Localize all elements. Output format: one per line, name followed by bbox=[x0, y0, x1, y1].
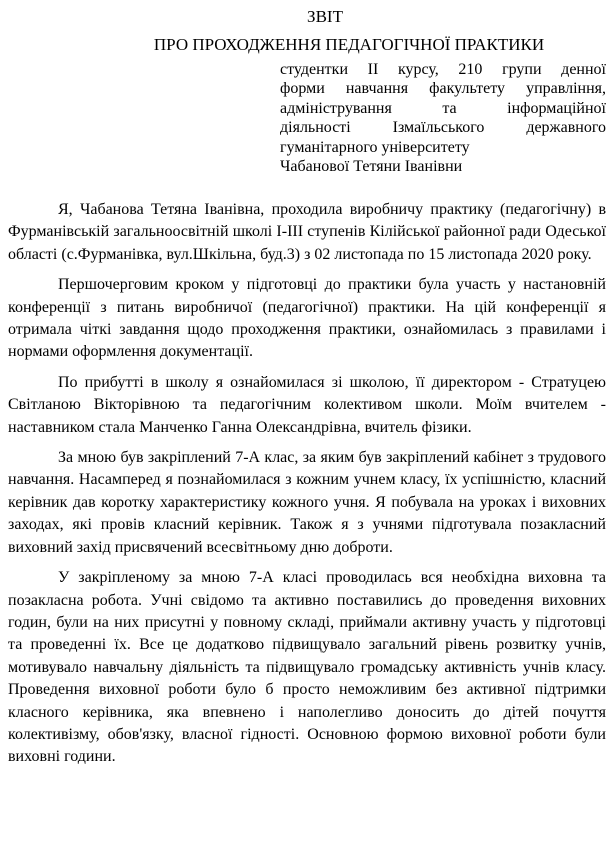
report-title: ЗВІТ bbox=[307, 7, 343, 26]
report-body bbox=[8, 199, 606, 777]
author-name: Чабанової Тетяни Іванівни bbox=[280, 158, 463, 176]
author-line: гуманітарного університету bbox=[280, 138, 470, 156]
paragraph: По прибутті в школу я ознайомилася зі школою, її директором - Стратуцею Світланою Вікторівною та педагогічним колективом школи. Моїм вчителем - наставником стала Манченко Ганна Олександрівна, вчитель фізики. bbox=[8, 373, 606, 436]
paragraph: За мною був закріплений 7-А клас, за яким був закріплений кабінет з трудового навчання. Насамперед я познайомилася з кожним учнем класу, їх успішністю, класний керівник дав коротку характеристику кожного учня. Я побувала на уроках і виховних заходах, які провів класний керівник. Також я з учнями підготувала позакласний виховний захід присвячений всесвітньому дню доброти. bbox=[8, 449, 606, 556]
report-subtitle: ПРО ПРОХОДЖЕННЯ ПЕДАГОГІЧНОЇ ПРАКТИКИ bbox=[153, 35, 545, 54]
paragraph: Першочерговим кроком у підготовці до практики була участь у настановній конференції з питань виробничої (педагогічної) практики. На цій конференції я отримала чіткі завдання щодо проходження практики, ознайомилась з правилами і нормами оформлення документації. bbox=[8, 276, 606, 361]
author-info bbox=[280, 60, 606, 176]
author-line: форми навчання факультету управління, bbox=[280, 80, 606, 98]
author-line: адміністрування та інформаційної bbox=[280, 99, 606, 117]
author-line: діяльності Ізмаїльського державного bbox=[280, 119, 606, 137]
author-line: студентки ІІ курсу, 210 групи денної bbox=[280, 61, 606, 78]
paragraph: Я, Чабанова Тетяна Іванівна, проходила виробничу практику (педагогічну) в Фурманівській загальноосвітній школі І-ІІІ ступенів Кілійської районної ради Одеської області (с.Фурманівка, вул.Шкільна, буд.3) з 02 листопада по 15 листопада 2020 року. bbox=[8, 201, 606, 263]
paragraph: У закріпленому за мною 7-А класі проводилась вся необхідна виховна та позакласна робота. Учні свідомо та активно поставились до проведення виховних годин, були на них присутні у повному складі, приймали активну участь у підготовці та проведенні їх. Все це додатково підвищувало загальний рівень розвитку учнів, мотивувало навчальну діяльність та підвищувало громадську активність учнів класу. Проведення виховної роботи було б просто неможливим без активної підтримки класного керівника, яка впевнено і наполегливо доносить до дітей почуття колективізму, обов'язку, власної гідності. Основною формою виховної роботи були виховні години. bbox=[8, 569, 606, 766]
